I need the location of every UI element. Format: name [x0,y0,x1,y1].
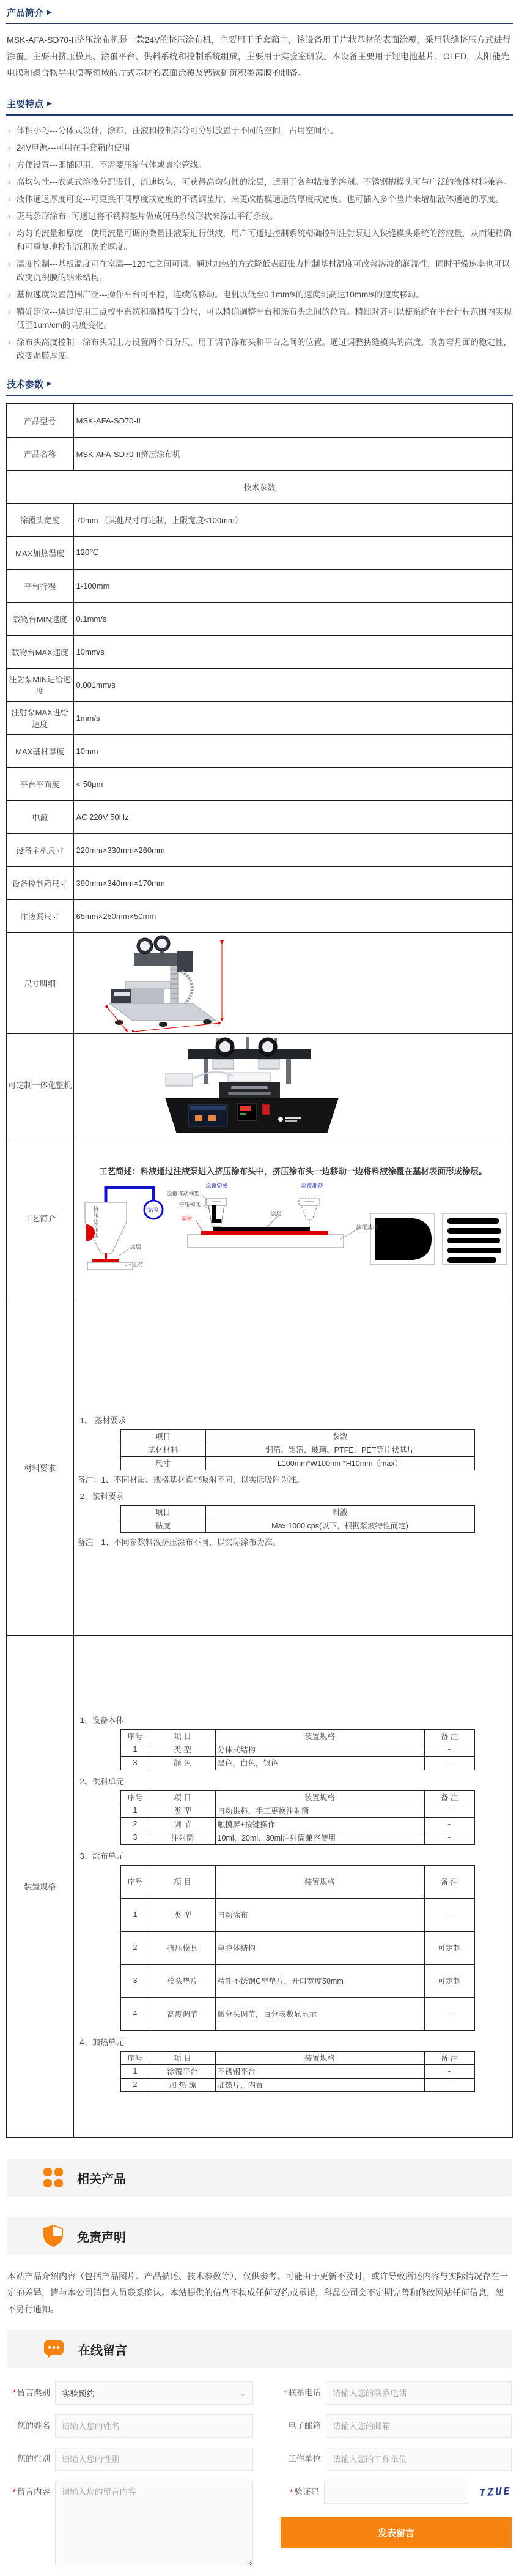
label-substrate: 基材 [181,1215,193,1222]
section-title-tech [6,371,513,395]
list-item: › 均匀的流量和厚度---使用流量可调的微量注液泵进行供液，用户可通过控制系统精确控制注射泵进入狭缝模头系统的溶液量，从而能精确和可重复地控制沉积膜的厚度。 [7,227,513,254]
table-row: 注液泵尺寸 65mm×250mm×50mm [6,899,513,932]
table-row: 项目 料液 [120,1505,474,1519]
list-item: › 高均匀性---衣架式溶液分配设计，流速均匀，可获得高均匀性的涂层，适用于各种粘度的溶剂。不锈钢槽模头可与广泛的液体材料兼容。 [7,176,513,189]
bullet-icon: › [8,194,11,204]
list-item: › 方便设置---即插即用，不需要压缩气体或真空管线。 [7,158,513,172]
disclaimer-text: 本站产品介绍内容（包括产品图片、产品描述、技术参数等），仅供参考。可能由于更新不及时，或许导致所述内容与实际情况存在一定的差异，请与本公司销售人员联系确认。本站提供的信息不构成任何要约或承诺，科晶公司会不定期完善和修改网站任何信息，恕不另行通知。 [7,2271,508,2314]
table-row: 3 注射筒 10ml、20ml、30ml注射筒兼容使用 - [120,1831,474,1844]
table-row: 基材材料 铜箔、铝箔、玻璃、PTFE，PET等片状基片 [120,1443,474,1456]
intro-title: 产品简介 [7,8,44,18]
table-row: 序号 项 目 装置规格 备 注 [120,2051,474,2064]
clover-icon [43,2167,64,2188]
slurry-table [120,1505,475,1533]
field-company: 工作单位 请输入您的工作单位 [281,2448,512,2471]
chat-bubble-icon [43,2339,65,2359]
captcha-and-submit [281,2481,512,2566]
bullet-icon: › [8,228,11,238]
triangle-icon: ▶ [47,9,52,16]
table-row: 电源 AC 220V 50Hz [6,800,513,833]
shield-icon [43,2225,64,2247]
materials-note1: 备注：1、不同材质、规格基材真空吸附不同，以实际吸附为准。 [77,1475,304,1484]
table-row: 尺寸 L100mm*W100mm*H10mm（max） [120,1456,474,1470]
substrate-table [120,1429,475,1470]
table-row: 3 颜 色 黑色，白色，银色 - [120,1756,474,1770]
label-substrate-left: 基材 [132,1260,144,1267]
field-gender: 您的性别 请输入您的性别 [7,2448,253,2471]
email-input[interactable] [326,2414,512,2438]
label-coating-done: 涂覆完成 [205,1182,228,1189]
table-row: 设备主机尺寸 220mm×330mm×260mm [6,833,513,866]
table-row: 涂覆头宽度 70mm （其他尺寸可定制，上限宽度≤100mm） [6,503,513,536]
table-row: 项目 参数 [120,1429,474,1443]
features-title: 主要特点 [7,99,44,110]
company-input[interactable] [326,2448,512,2471]
name-input[interactable] [55,2414,253,2438]
table-row: 载物台MIN速度 0.1mm/s [6,602,513,635]
required-asterisk: * [12,2487,16,2496]
table-row: 1 类 型 自动涂布 - [120,1898,474,1931]
list-item: › 斑马条形涂布--可通过将不锈钢垫片做成斑马条纹形状来涂出平行条纹。 [7,210,513,223]
list-item: › 精确定位---通过使用三点校平系统和高精度千分尺，可以精确调整平台和涂布头之间的位置。精细对齐可以使系统在平台行程范围内实现低至1um/cm的高度变化。 [7,305,513,332]
section-title-intro [6,0,513,23]
table-row: 设备控制箱尺寸 390mm×340mm×170mm [6,866,513,899]
bullet-icon: › [8,211,11,221]
list-item: › 涂布头高度控制---涂布头架上方设置两个百分尺，用于调节涂布头和平台之间的位置。通过调整狭缝模头的高度，改善弯月面的稳定性，改变湿膜厚度。 [7,336,513,363]
materials-sub2-title: 2、浆料要求 [79,1491,124,1501]
label-extrusion-die: 挤压模头 [179,1201,201,1208]
required-asterisk: * [12,2388,16,2397]
label-coating-ready: 涂覆准备 [301,1182,323,1189]
disclaimer-title: 免责声明 [77,2230,126,2244]
field-captcha: * 验证码 TZUE [281,2481,512,2504]
table-row-device-specs: 装置规格 1、设备本体 序号 项 目 装置规格 备 注 1 类 型 分体式结构 - 3 颜 色 黑色，白色，银色 - 2、供料单元 序号 项 目 装置规格 备 注 1 类 型 自动供料，手工更换注射筒 - 2 调 节 触摸屏+按键操作 - 3 注射筒 10ml、20ml、30ml注射筒兼容使用 - 3、涂布单元 序号 项 目 装置规格 备 注 1 类 型 自动涂布 - 2 挤压模具 单腔体结构 可定制 3 模头垫片 精轧不锈钢C型垫片，开口宽度50mm 可定制 4 高度调节 微分头调节，百分表数显显示 - 4、加热单元 序号 项 目 装置规格 备 注 1 涂覆平台 不锈钢平台 - 2 加 热 源 加热片，内置 - [6,1635,513,2137]
list-item: › 液体通道厚度可变---可更换不同厚度或宽度的不锈钢垫片，来更改槽模通道的厚度或宽度。也可插入多个垫片来增加液体通道的厚度。 [7,193,513,206]
table-row: 1 类 型 自动供料，手工更换注射筒 - [120,1804,474,1817]
device-sub1-title: 1、设备本体 [79,1715,124,1725]
device-sub3-title: 3、涂布单元 [79,1851,124,1861]
message-title: 在线留言 [78,2343,127,2358]
device-sub4-title: 4、加热单元 [79,2037,124,2047]
features-list [7,124,513,363]
message-band [7,2330,512,2368]
bullet-icon: › [8,337,11,347]
table-row: 序号 项 目 装置规格 备 注 [120,1729,474,1743]
table-row-integrated-machine: 可定制一体化整机 [6,1033,513,1136]
field-message: * 留言内容 请输入您的留言内容 [7,2481,253,2566]
message-form [7,2381,512,2566]
bullet-icon: › [8,259,11,269]
table-row: MAX基材厚度 10mm [6,734,513,767]
table-row: 平台平面度 < 50μm [6,767,513,800]
list-item: › 24V电源---可用在手套箱内使用 [7,141,513,155]
field-category: * 留言类别 实验预约 ⌄ [7,2381,253,2405]
table-row: 粘度 Max.1000 cps(以下，根据浆液特性而定) [120,1519,474,1532]
category-selected-value: 实验预约 [62,2389,95,2399]
process-summary: 工艺简述：料液通过注液泵进入挤压涂布头中，挤压涂布头一边移动一边将料液涂覆在基材表面形成涂层。 [99,1166,487,1176]
feeding-unit-table [120,1790,475,1845]
disclaimer-band [7,2217,512,2255]
bullet-icon: › [8,177,11,187]
table-row: 2 调 节 触摸屏+按键操作 - [120,1817,474,1831]
related-products-band [7,2159,512,2197]
category-select[interactable] [55,2381,253,2405]
spec-table [6,403,513,2138]
message-textarea[interactable] [55,2481,253,2566]
table-row-process: 工艺简介 工艺简述：料液通过注液泵进入挤压涂布头中，挤压涂布头一边移动一边将料液涂覆在基材表面形成涂层。 挤压涂布头 注液泵 涂层 基材 涂覆完成 涂覆移动框架 挤压模头 基材 涂层 涂覆准备 涂覆基板 [6,1136,513,1300]
materials-sub1-title: 1、 基材要求 [79,1415,127,1425]
field-name: 您的姓名 请输入您的姓名 [7,2414,253,2438]
table-row: 注射泵MIN进给速度 0.001mm/s [6,668,513,701]
required-asterisk: * [283,2388,287,2397]
section-title-features [6,91,513,114]
coating-unit-table [120,1865,475,2031]
triangle-icon: ▶ [47,381,52,387]
bullet-icon: › [8,307,11,316]
heating-unit-table [120,2051,475,2092]
label-moving-frame: 涂覆移动框架 [166,1190,200,1197]
submit-message-button[interactable]: 发表留言 [281,2517,512,2548]
gender-input[interactable] [55,2448,253,2471]
table-row: 载物台MAX速度 10mm/s [6,635,513,668]
table-row: 平台行程 1-100mm [6,569,513,602]
list-item: › 体积小巧---分体式设计，涂布、注液和控制部分可分别放置于不同的空间，占用空间小。 [7,124,513,138]
table-row: MAX加热温度 120℃ [6,536,513,569]
section-rule [6,395,513,396]
list-item: › 基板速度设置范围广泛---操作平台可平稳，连续的移动。电机以低至0.1mm/s的速度到高达10mm/s的速度移动。 [7,288,513,302]
label-pump: 注液泵 [144,1207,159,1213]
table-row: 序号 项 目 装置规格 备 注 [120,1865,474,1898]
table-row: 1 涂覆平台 不锈钢平台 - [120,2064,474,2078]
table-row: 注射泵MAX进给速度 1mm/s [6,701,513,734]
section-rule [6,23,513,24]
table-row-section-header: 技术参数 [6,470,513,503]
table-row: 产品型号 MSK-AFA-SD70-II [6,404,513,437]
device-body-table [120,1729,475,1770]
table-row: 1 类 型 分体式结构 - [120,1743,474,1756]
bullet-icon: › [8,160,11,169]
label-die-head-vertical: 挤压涂布头 [92,1205,99,1240]
tech-title: 技术参数 [7,379,44,390]
label-base-plate: 涂覆基板 [356,1224,378,1230]
table-row: 3 模头垫片 精轧不锈钢C型垫片，开口宽度50mm 可定制 [120,1964,474,1997]
bullet-icon: › [8,143,11,152]
table-row: 产品名称 MSK-AFA-SD70-II挤压涂布机 [6,437,513,470]
bullet-icon: › [8,125,11,135]
captcha-input[interactable] [324,2481,468,2504]
field-phone: * 联系电话 请输入您的联系电话 [281,2381,512,2405]
integrated-machine-image [155,1036,350,1134]
device-sub2-title: 2、供料单元 [79,1776,124,1786]
captcha-image[interactable]: TZUE [479,2485,512,2500]
process-diagram [76,1182,510,1275]
table-row: 序号 项 目 装置规格 备 注 [120,1790,474,1804]
label-coating: 涂层 [270,1210,282,1217]
list-item: › 温度控制---基板温度可在室温—120℃之间可调。通过加热的方式降低表面张力控制基材温度可改善溶液的润湿性，同时干燥速率也可以改变沉积膜的纳米结构。 [7,258,513,285]
table-row-materials: 材料要求 1、 基材要求 项目 参数 基材材料 铜箔、铝箔、玻璃、PTFE，PET等片状基片 尺寸 L100mm*W100mm*H10mm（max） 备注：1、不同材质、规格基材真空吸附不同，以实际吸附为准。 2、浆料要求 项目 料液 粘度 Max.1000 cps(以下，根据浆液特性而定) 备注：1、不同参数料液挤压涂布不同，以实际涂布为准。 [6,1300,513,1635]
table-row-size-detail: 尺寸明细 [6,932,513,1033]
machine-dimension-image [102,935,230,1032]
related-products-title: 相关产品 [77,2172,126,2186]
field-email: 电子邮箱 请输入您的邮箱 [281,2414,512,2438]
intro-paragraph: MSK-AFA-SD70-II挤压涂布机是一款24V的挤压涂布机，主要用于手套箱中，该设备用于片状基材的表面涂覆，采用狭缝挤压方式进行涂覆。主要由挤压模具、涂覆平台、供料系统和控制系统组成，主要用于实验室研发。本设备主要用于锂电池基片，OLED，太阳能光电膜和聚合物导电膜等领域的片式基材的表面涂覆及钙钛矿沉积类薄膜的制备。 [7,35,511,78]
bullet-icon: › [8,289,11,299]
triangle-icon: ▶ [47,100,52,107]
table-row: 4 高度调节 微分头调节，百分表数显显示 - [120,1997,474,2030]
label-coating-left: 涂层 [130,1243,141,1250]
materials-note2: 备注：1、不同参数料液挤压涂布不同，以实际涂布为准。 [77,1537,281,1547]
required-asterisk: * [290,2487,293,2496]
section-rule [6,114,513,116]
table-row: 2 加 热 源 加热片，内置 - [120,2078,474,2091]
table-row: 2 挤压模具 单腔体结构 可定制 [120,1931,474,1964]
chevron-down-icon: ⌄ [239,2388,246,2398]
phone-input[interactable] [326,2381,512,2405]
